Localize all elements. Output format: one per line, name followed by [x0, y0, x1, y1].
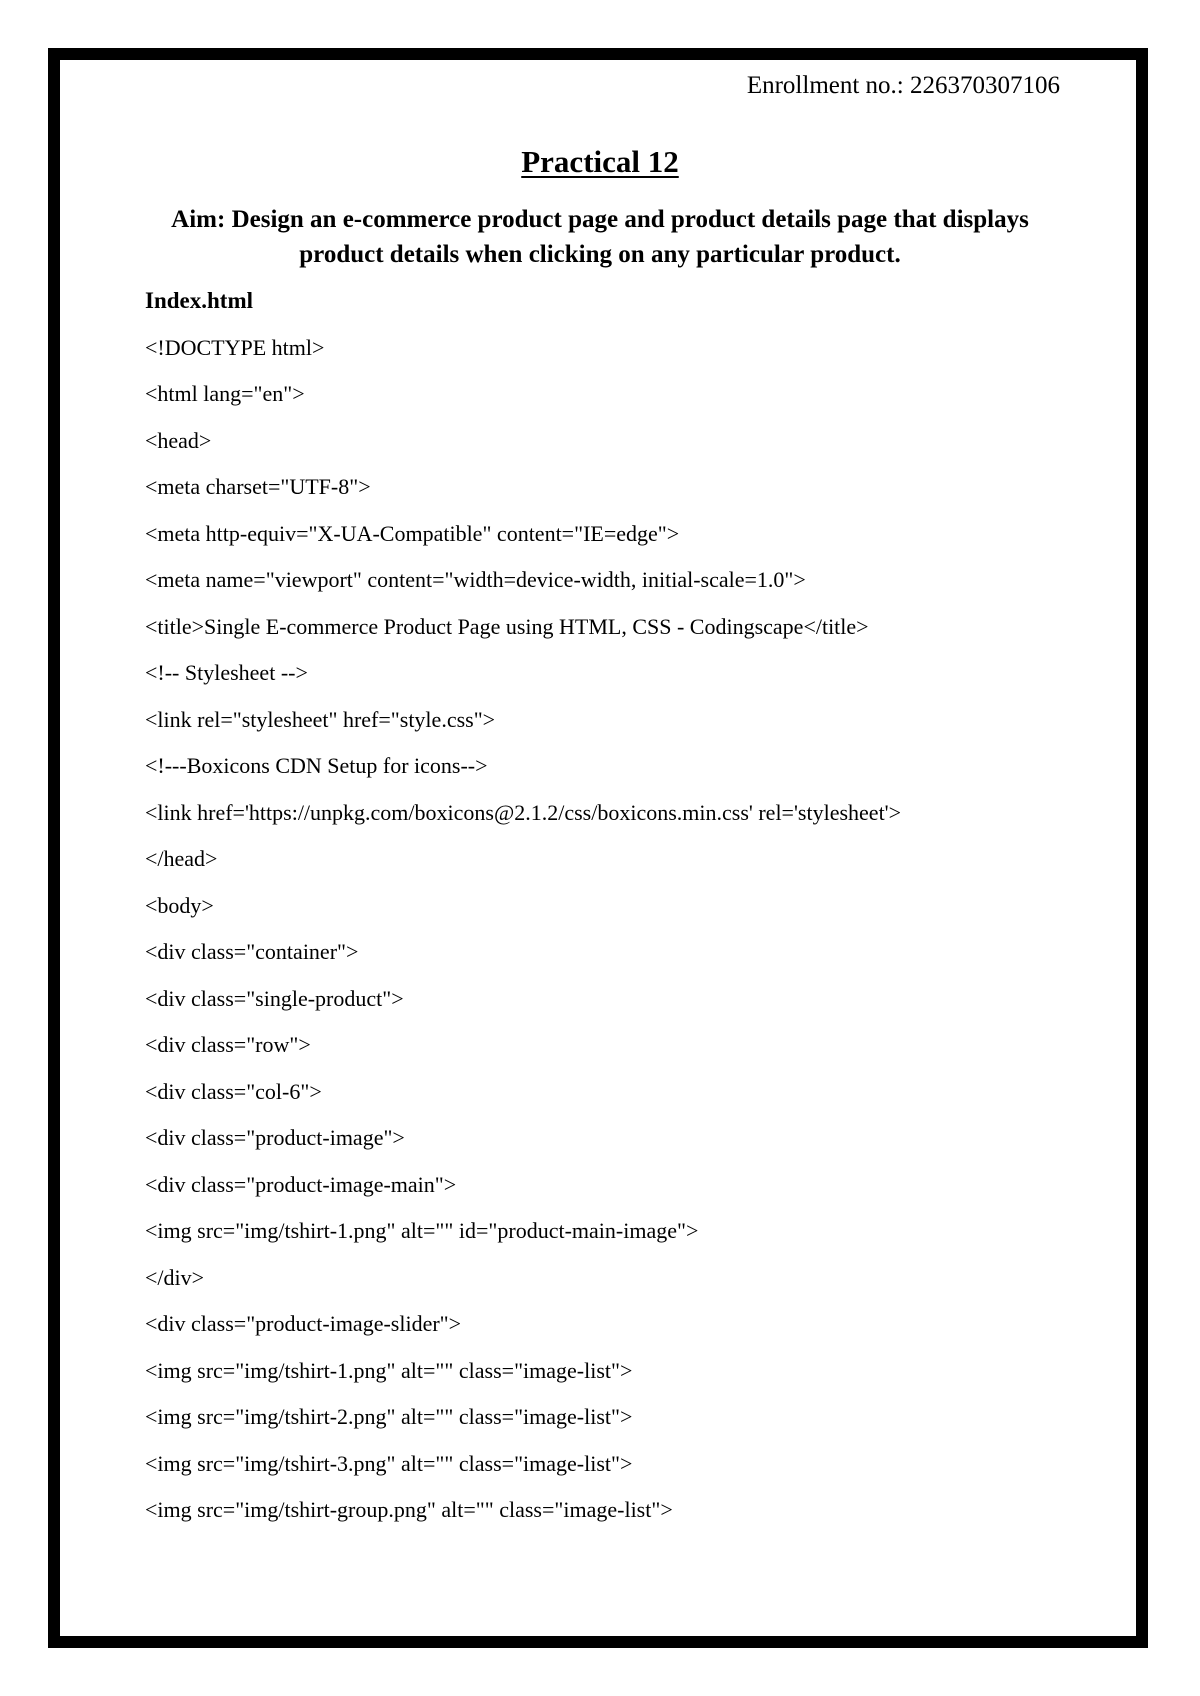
code-line: <meta http-equiv="X-UA-Compatible" content="IE=edge">	[145, 520, 680, 546]
code-line: <head>	[145, 427, 212, 453]
code-line: <div class="col-6">	[145, 1078, 322, 1104]
code-line: <html lang="en">	[145, 381, 305, 406]
code-line: <!---Boxicons CDN Setup for icons-->	[145, 753, 488, 778]
code-line: <div class="single-product">	[145, 985, 404, 1011]
aim-statement: Aim: Design an e-commerce product page and product details page that displays product details when clicking on any particular product.	[171, 206, 1029, 268]
code-line: <div class="product-image-slider">	[145, 1311, 462, 1336]
code-line: <body>	[145, 892, 214, 918]
code-line: <div class="product-image-main">	[145, 1171, 457, 1197]
code-line: <!-- Stylesheet -->	[145, 660, 308, 685]
code-line: <img src="img/tshirt-group.png" alt="" class="image-list">	[145, 1497, 673, 1522]
code-line: <img src="img/tshirt-1.png" alt="" id="product-main-image">	[145, 1218, 699, 1243]
code-listing	[145, 288, 1105, 1544]
code-line: <div class="product-image">	[145, 1125, 405, 1150]
code-line: <div class="container">	[145, 939, 359, 964]
file-heading: Index.html	[145, 288, 253, 313]
code-line: </div>	[145, 1264, 205, 1290]
enrollment-number: Enrollment no.: 226370307106	[746, 72, 1060, 99]
code-line: <link href='https://unpkg.com/boxicons@2.1.2/css/boxicons.min.css' rel='stylesheet'>	[145, 799, 902, 825]
code-line: <div class="row">	[145, 1032, 311, 1057]
code-line: <img src="img/tshirt-2.png" alt="" class="image-list">	[145, 1404, 633, 1429]
practical-title: Practical 12	[521, 144, 679, 179]
code-line: <meta name="viewport" content="width=device-width, initial-scale=1.0">	[145, 567, 806, 592]
code-line: </head>	[145, 846, 218, 871]
code-line: <title>Single E-commerce Product Page using HTML, CSS - Codingscape</title>	[145, 613, 869, 639]
code-line: <meta charset="UTF-8">	[145, 474, 371, 499]
code-line: <!DOCTYPE html>	[145, 334, 325, 360]
code-line: <img src="img/tshirt-1.png" alt="" class="image-list">	[145, 1357, 633, 1383]
code-lines	[145, 335, 1105, 1544]
code-line: <link rel="stylesheet" href="style.css">	[145, 706, 496, 732]
code-line: <img src="img/tshirt-3.png" alt="" class="image-list">	[145, 1450, 633, 1476]
